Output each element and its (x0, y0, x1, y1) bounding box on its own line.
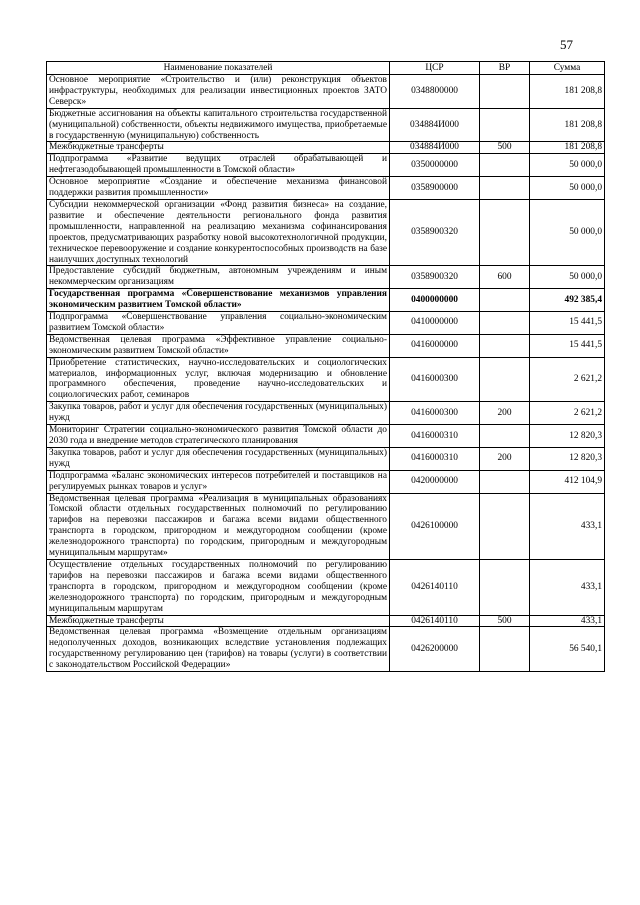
row-csr: 0416000300 (390, 357, 480, 402)
row-csr: 0410000000 (390, 312, 480, 335)
row-name: Закупка товаров, работ и услуг для обеспечения государственных (муниципальных) нужд (47, 447, 390, 470)
page-number: 57 (560, 37, 573, 52)
row-csr: 0420000000 (390, 470, 480, 493)
row-sum: 12 820,3 (530, 447, 605, 470)
row-vr (480, 493, 530, 559)
row-name: Межбюджетные трансферты (47, 615, 390, 627)
row-name: Ведомственная целевая программа «Возмещение отдельным организациям недополученных доходов, возникающих вследствие установления подлежащих государственному регулированию цен (тарифов) на товары (услуги) в соответствии с законодательством Российской Федерации» (47, 627, 390, 672)
row-sum: 15 441,5 (530, 334, 605, 357)
row-csr: 034884И000 (390, 142, 480, 154)
row-name: Мониторинг Стратегии социально-экономического развития Томской области до 2030 года и внедрение методов стратегического планирования (47, 425, 390, 448)
table-header-row (47, 62, 605, 75)
table-row (47, 615, 605, 627)
table-row (47, 357, 605, 402)
table-row (47, 312, 605, 335)
row-vr: 200 (480, 447, 530, 470)
table-row (47, 334, 605, 357)
row-sum: 12 820,3 (530, 425, 605, 448)
header-vr: ВР (480, 62, 530, 75)
row-csr: 0426200000 (390, 627, 480, 672)
row-vr: 500 (480, 142, 530, 154)
row-name: Бюджетные ассигнования на объекты капитального строительства государственной (муниципальной) собственности, объекты недвижимого имущества, приобретаемые в государственную (муниципальную) собственность (47, 108, 390, 142)
row-sum: 50 000,0 (530, 177, 605, 200)
row-name: Закупка товаров, работ и услуг для обеспечения государственных (муниципальных) нужд (47, 402, 390, 425)
row-sum: 181 208,8 (530, 108, 605, 142)
row-csr: 0358900000 (390, 177, 480, 200)
header-sum: Сумма (530, 62, 605, 75)
header-csr: ЦСР (390, 62, 480, 75)
row-csr: 0358900320 (390, 199, 480, 265)
row-csr: 0400000000 (390, 289, 480, 312)
row-csr: 0416000310 (390, 425, 480, 448)
row-sum: 50 000,0 (530, 154, 605, 177)
row-vr (480, 334, 530, 357)
row-sum: 2 621,2 (530, 402, 605, 425)
row-vr (480, 199, 530, 265)
row-csr: 034884И000 (390, 108, 480, 142)
row-name: Осуществление отдельных государственных полномочий по регулированию тарифов на перевозки пассажиров и багажа всеми видами общественного транспорта в городском, пригородном и междугородном сообщении (кроме железнодорожного транспорта) по городским, пригородным и междугородным муниципальным маршрутам (47, 559, 390, 615)
table-row (47, 154, 605, 177)
row-vr (480, 154, 530, 177)
table-row (47, 627, 605, 672)
row-vr (480, 108, 530, 142)
row-name: Межбюджетные трансферты (47, 142, 390, 154)
row-name: Предоставление субсидий бюджетным, автономным учреждениям и иным некоммерческим организациям (47, 266, 390, 289)
row-sum: 412 104,9 (530, 470, 605, 493)
table-row (47, 493, 605, 559)
row-csr: 0350000000 (390, 154, 480, 177)
row-csr: 0426140110 (390, 559, 480, 615)
row-vr: 600 (480, 266, 530, 289)
table-row (47, 470, 605, 493)
table-row (47, 402, 605, 425)
row-name: Ведомственная целевая программа «Реализация в муниципальных образованиях Томской области отдельных государственных полномочий по регулированию тарифов на перевозки пассажиров и багажа всеми видами общественного транспорта в городском, пригородном и междугородном сообщении (кроме железнодорожного транспорта) по городским, пригородным и междугородным муниципальным маршрутам» (47, 493, 390, 559)
row-name: Ведомственная целевая программа «Эффективное управление социально-экономическим развитием Томской области» (47, 334, 390, 357)
row-csr: 0426100000 (390, 493, 480, 559)
table-row (47, 559, 605, 615)
row-vr (480, 425, 530, 448)
row-name: Основное мероприятие «Строительство и (или) реконструкция объектов инфраструктуры, необходимых для реализации инвестиционных проектов ЗАТО Северск» (47, 75, 390, 109)
row-vr (480, 470, 530, 493)
row-vr (480, 357, 530, 402)
header-name: Наименование показателей (47, 62, 390, 75)
row-vr (480, 75, 530, 109)
row-sum: 181 208,8 (530, 75, 605, 109)
row-sum: 433,1 (530, 493, 605, 559)
row-name: Подпрограмма «Совершенствование управления социально-экономическим развитием Томской области» (47, 312, 390, 335)
row-csr: 0358900320 (390, 266, 480, 289)
budget-table (46, 61, 605, 672)
row-name: Подпрограмма «Развитие ведущих отраслей обрабатывающей и нефтегазодобывающей промышленности в Томской области» (47, 154, 390, 177)
table-row (47, 447, 605, 470)
row-sum: 181 208,8 (530, 142, 605, 154)
table-row (47, 177, 605, 200)
table-row (47, 108, 605, 142)
row-name: Субсидии некоммерческой организации «Фонд развития бизнеса» на создание, развитие и обеспечение деятельности регионального фонда развития промышленности, направленной на реализацию механизма софинансирования проектов, предусматривающих разработку новой высокотехнологичной продукции, техническое перевооружение и создание конкурентоспособных производств на базе наилучших доступных технологий (47, 199, 390, 265)
table-row (47, 289, 605, 312)
row-vr: 500 (480, 615, 530, 627)
table-body (47, 75, 605, 672)
row-vr (480, 559, 530, 615)
table-row (47, 199, 605, 265)
row-sum: 50 000,0 (530, 199, 605, 265)
row-sum: 433,1 (530, 615, 605, 627)
table-row (47, 266, 605, 289)
row-vr (480, 289, 530, 312)
table-row (47, 425, 605, 448)
table-row (47, 75, 605, 109)
row-name: Подпрограмма «Баланс экономических интересов потребителей и поставщиков на регулируемых рынках товаров и услуг» (47, 470, 390, 493)
row-csr: 0348800000 (390, 75, 480, 109)
row-sum: 50 000,0 (530, 266, 605, 289)
row-vr: 200 (480, 402, 530, 425)
row-sum: 15 441,5 (530, 312, 605, 335)
row-name: Приобретение статистических, научно-исследовательских и социологических материалов, информационных услуг, включая модернизацию и обновление программного обеспечения, проведение научно-исследовательских и социологических работ, семинаров (47, 357, 390, 402)
row-name: Государственная программа «Совершенствование механизмов управления экономическим развитием Томской области» (47, 289, 390, 312)
row-sum: 492 385,4 (530, 289, 605, 312)
row-csr: 0426140110 (390, 615, 480, 627)
row-csr: 0416000300 (390, 402, 480, 425)
row-sum: 56 540,1 (530, 627, 605, 672)
row-sum: 433,1 (530, 559, 605, 615)
table-row (47, 142, 605, 154)
row-sum: 2 621,2 (530, 357, 605, 402)
row-vr (480, 627, 530, 672)
row-name: Основное мероприятие «Создание и обеспечение механизма финансовой поддержки развития промышленности» (47, 177, 390, 200)
row-vr (480, 177, 530, 200)
row-vr (480, 312, 530, 335)
row-csr: 0416000000 (390, 334, 480, 357)
row-csr: 0416000310 (390, 447, 480, 470)
